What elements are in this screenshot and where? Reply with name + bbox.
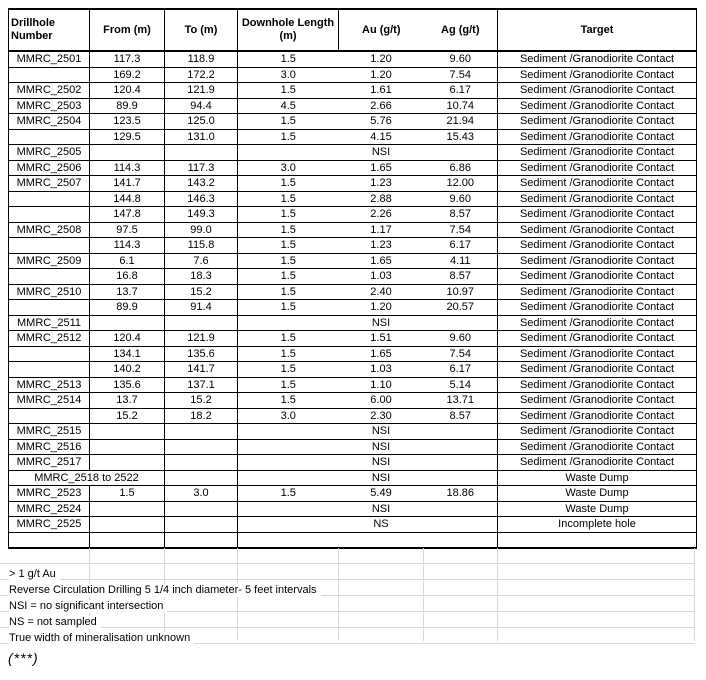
cell-target[interactable]: Sediment /Granodiorite Contact: [498, 362, 697, 378]
cell-length[interactable]: 1.5: [238, 51, 339, 67]
table-row: [9, 346, 697, 362]
table-row: [9, 377, 697, 393]
cell-to[interactable]: 18.3: [165, 269, 238, 285]
cell-au[interactable]: NSI: [339, 455, 424, 471]
cell-au[interactable]: 1.03: [339, 269, 424, 285]
cell-target[interactable]: Sediment /Granodiorite Contact: [498, 315, 697, 331]
cell-au[interactable]: 1.17: [339, 222, 424, 238]
cell-target[interactable]: Sediment /Granodiorite Contact: [498, 176, 697, 192]
cell-target[interactable]: Waste Dump: [498, 501, 697, 517]
cell-from[interactable]: 13.7: [90, 284, 165, 300]
cell-drillhole[interactable]: MMRC_2501: [9, 51, 90, 67]
table-row: [9, 238, 697, 254]
cell-from[interactable]: [90, 455, 165, 471]
cell-length[interactable]: [238, 517, 339, 533]
footnote-text: Reverse Circulation Drilling 5 1/4 inch diameter- 5 feet intervals: [9, 584, 321, 597]
table-row: [9, 207, 697, 223]
cell-target[interactable]: Sediment /Granodiorite Contact: [498, 160, 697, 176]
cell-ag[interactable]: [424, 517, 498, 533]
header-row: [9, 9, 697, 51]
cell-ag[interactable]: 6.17: [424, 83, 498, 99]
table-row: [9, 83, 697, 99]
cell-to[interactable]: 7.6: [165, 253, 238, 269]
cell-ag[interactable]: 4.11: [424, 253, 498, 269]
header-au[interactable]: Au (g/t): [339, 9, 424, 51]
gridline: [694, 548, 695, 641]
cell-target[interactable]: Sediment /Granodiorite Contact: [498, 83, 697, 99]
cell-au[interactable]: 1.20: [339, 67, 424, 83]
table-row: [9, 408, 697, 424]
drill-table-body: [9, 51, 697, 548]
cell-au[interactable]: 1.65: [339, 253, 424, 269]
table-row: [9, 300, 697, 316]
table-row: [9, 393, 697, 409]
table-row: [9, 517, 697, 533]
cell-length[interactable]: 1.5: [238, 377, 339, 393]
cell-from[interactable]: [90, 501, 165, 517]
table-row: [9, 114, 697, 130]
cell-ag[interactable]: 12.00: [424, 176, 498, 192]
header-downhole-length[interactable]: Downhole Length (m): [238, 9, 339, 51]
cell-length[interactable]: [238, 532, 339, 548]
cell-length[interactable]: 1.5: [238, 129, 339, 145]
cell-length[interactable]: 1.5: [238, 300, 339, 316]
cell-to[interactable]: 172.2: [165, 67, 238, 83]
cell-ag[interactable]: 8.57: [424, 269, 498, 285]
cell-ag[interactable]: 21.94: [424, 114, 498, 130]
cell-to[interactable]: [165, 517, 238, 533]
cell-length[interactable]: [238, 439, 339, 455]
cell-to[interactable]: 143.2: [165, 176, 238, 192]
cell-from[interactable]: 89.9: [90, 300, 165, 316]
table-row: [9, 455, 697, 471]
cell-drillhole[interactable]: MMRC_2518 to 2522: [9, 470, 165, 486]
footnote-true-width[interactable]: [0, 628, 694, 644]
cell-length[interactable]: 1.5: [238, 362, 339, 378]
cell-ag[interactable]: 13.71: [424, 393, 498, 409]
cell-length[interactable]: 1.5: [238, 346, 339, 362]
cell-au[interactable]: 1.23: [339, 238, 424, 254]
cell-target[interactable]: Sediment /Granodiorite Contact: [498, 346, 697, 362]
footnote-drilling-method[interactable]: [0, 580, 694, 596]
cell-ag[interactable]: 9.60: [424, 331, 498, 347]
drillhole-results-table: [8, 8, 697, 549]
cell-to[interactable]: [165, 501, 238, 517]
cell-to[interactable]: 149.3: [165, 207, 238, 223]
cell-length[interactable]: 1.5: [238, 83, 339, 99]
cell-ag[interactable]: 7.54: [424, 67, 498, 83]
cell-to[interactable]: [165, 315, 238, 331]
cell-au[interactable]: 1.65: [339, 160, 424, 176]
cell-target[interactable]: Sediment /Granodiorite Contact: [498, 253, 697, 269]
cell-au[interactable]: 2.26: [339, 207, 424, 223]
cell-ag[interactable]: 18.86: [424, 486, 498, 502]
cell-drillhole[interactable]: [9, 408, 90, 424]
header-target[interactable]: Target: [498, 9, 697, 51]
cell-drillhole[interactable]: [9, 191, 90, 207]
cell-ag[interactable]: [424, 455, 498, 471]
cell-drillhole[interactable]: MMRC_2509: [9, 253, 90, 269]
cell-drillhole[interactable]: MMRC_2513: [9, 377, 90, 393]
cell-au[interactable]: 6.00: [339, 393, 424, 409]
cell-target[interactable]: Sediment /Granodiorite Contact: [498, 269, 697, 285]
table-row: [9, 331, 697, 347]
cell-target[interactable]: Sediment /Granodiorite Contact: [498, 393, 697, 409]
cell-au[interactable]: 5.49: [339, 486, 424, 502]
table-row: [9, 160, 697, 176]
cell-to[interactable]: 121.9: [165, 83, 238, 99]
cell-target[interactable]: Sediment /Granodiorite Contact: [498, 145, 697, 161]
cell-au[interactable]: NSI: [339, 470, 424, 486]
cell-au[interactable]: 2.88: [339, 191, 424, 207]
cell-drillhole[interactable]: MMRC_2505: [9, 145, 90, 161]
cell-target[interactable]: Sediment /Granodiorite Contact: [498, 424, 697, 440]
cell-drillhole[interactable]: [9, 129, 90, 145]
cell-drillhole[interactable]: [9, 346, 90, 362]
cell-to[interactable]: [165, 439, 238, 455]
footnote-ns-definition[interactable]: [0, 612, 694, 628]
table-row: [9, 470, 697, 486]
cell-length[interactable]: 1.5: [238, 253, 339, 269]
cell-target[interactable]: Sediment /Granodiorite Contact: [498, 51, 697, 67]
cell-au[interactable]: 1.51: [339, 331, 424, 347]
cell-au[interactable]: NSI: [339, 501, 424, 517]
cell-target[interactable]: Sediment /Granodiorite Contact: [498, 377, 697, 393]
cell-ag[interactable]: 9.60: [424, 191, 498, 207]
table-row: [9, 269, 697, 285]
footnote-nsi-definition[interactable]: [0, 596, 694, 612]
footnote-text: NS = not sampled: [9, 616, 101, 629]
cell-length[interactable]: 1.5: [238, 486, 339, 502]
table-row: [9, 129, 697, 145]
cell-ag[interactable]: 7.54: [424, 222, 498, 238]
cell-length[interactable]: 1.5: [238, 393, 339, 409]
table-row: [9, 532, 697, 548]
cell-au[interactable]: 1.03: [339, 362, 424, 378]
cell-ag[interactable]: [424, 532, 498, 548]
table-row: [9, 424, 697, 440]
table-row: [9, 362, 697, 378]
cell-length[interactable]: 3.0: [238, 160, 339, 176]
cell-length[interactable]: [238, 145, 339, 161]
cell-length[interactable]: [238, 455, 339, 471]
cell-ag[interactable]: 8.57: [424, 408, 498, 424]
cell-from[interactable]: [90, 532, 165, 548]
table-row: [9, 176, 697, 192]
cell-to[interactable]: 137.1: [165, 377, 238, 393]
cell-to[interactable]: 15.2: [165, 393, 238, 409]
cell-to[interactable]: [165, 470, 238, 486]
cell-au[interactable]: 1.10: [339, 377, 424, 393]
cell-drillhole[interactable]: MMRC_2508: [9, 222, 90, 238]
table-row: [9, 191, 697, 207]
cell-to[interactable]: [165, 532, 238, 548]
cell-au[interactable]: NSI: [339, 315, 424, 331]
cell-drillhole[interactable]: MMRC_2515: [9, 424, 90, 440]
cell-from[interactable]: 141.7: [90, 176, 165, 192]
header-ag[interactable]: Ag (g/t): [424, 9, 498, 51]
cell-length[interactable]: 1.5: [238, 191, 339, 207]
cell-ag[interactable]: [424, 145, 498, 161]
cell-to[interactable]: 118.9: [165, 51, 238, 67]
cell-ag[interactable]: 7.54: [424, 346, 498, 362]
cell-from[interactable]: [90, 424, 165, 440]
cell-target[interactable]: Sediment /Granodiorite Contact: [498, 284, 697, 300]
header-drillhole-number[interactable]: Drillhole Number: [9, 9, 90, 51]
cell-to[interactable]: 121.9: [165, 331, 238, 347]
cell-au[interactable]: 5.76: [339, 114, 424, 130]
cell-to[interactable]: [165, 455, 238, 471]
cell-length[interactable]: 1.5: [238, 114, 339, 130]
table-row: [9, 67, 697, 83]
cell-drillhole[interactable]: MMRC_2503: [9, 98, 90, 114]
table-row: [9, 315, 697, 331]
cell-length[interactable]: [238, 470, 339, 486]
cell-ag[interactable]: 10.74: [424, 98, 498, 114]
cell-drillhole[interactable]: [9, 207, 90, 223]
cell-ag[interactable]: 10.97: [424, 284, 498, 300]
cell-drillhole[interactable]: MMRC_2523: [9, 486, 90, 502]
cell-from[interactable]: 134.1: [90, 346, 165, 362]
cell-drillhole[interactable]: MMRC_2512: [9, 331, 90, 347]
cell-au[interactable]: 1.20: [339, 300, 424, 316]
cell-from[interactable]: 117.3: [90, 51, 165, 67]
cell-length[interactable]: [238, 315, 339, 331]
cell-from[interactable]: 114.3: [90, 160, 165, 176]
cell-ag[interactable]: [424, 315, 498, 331]
cell-target[interactable]: Incomplete hole: [498, 517, 697, 533]
cell-ag[interactable]: [424, 470, 498, 486]
cell-ag[interactable]: [424, 439, 498, 455]
cell-from[interactable]: 114.3: [90, 238, 165, 254]
cell-from[interactable]: [90, 145, 165, 161]
cell-drillhole[interactable]: MMRC_2514: [9, 393, 90, 409]
cell-to[interactable]: 99.0: [165, 222, 238, 238]
cell-from[interactable]: 123.5: [90, 114, 165, 130]
cell-drillhole[interactable]: [9, 532, 90, 548]
cell-au[interactable]: 4.15: [339, 129, 424, 145]
table-row: [9, 98, 697, 114]
cell-length[interactable]: 3.0: [238, 408, 339, 424]
cell-from[interactable]: 15.2: [90, 408, 165, 424]
cell-target[interactable]: Sediment /Granodiorite Contact: [498, 439, 697, 455]
cell-target[interactable]: Sediment /Granodiorite Contact: [498, 300, 697, 316]
cell-length[interactable]: [238, 501, 339, 517]
cell-length[interactable]: 1.5: [238, 222, 339, 238]
cell-ag[interactable]: 8.57: [424, 207, 498, 223]
cell-au[interactable]: NSI: [339, 439, 424, 455]
cell-drillhole[interactable]: MMRC_2516: [9, 439, 90, 455]
table-row: [9, 439, 697, 455]
cell-au[interactable]: 1.61: [339, 83, 424, 99]
cell-target[interactable]: Sediment /Granodiorite Contact: [498, 67, 697, 83]
table-row: [9, 222, 697, 238]
table-row: [9, 253, 697, 269]
cell-length[interactable]: 1.5: [238, 238, 339, 254]
cell-to[interactable]: 94.4: [165, 98, 238, 114]
cell-au[interactable]: 1.65: [339, 346, 424, 362]
cell-target[interactable]: Sediment /Granodiorite Contact: [498, 222, 697, 238]
footnote-text: True width of mineralisation unknown: [9, 632, 194, 645]
cell-to[interactable]: 141.7: [165, 362, 238, 378]
cell-from[interactable]: 169.2: [90, 67, 165, 83]
footnote-cutoff[interactable]: [0, 564, 694, 580]
cell-target[interactable]: Sediment /Granodiorite Contact: [498, 129, 697, 145]
cell-drillhole[interactable]: MMRC_2507: [9, 176, 90, 192]
cell-ag[interactable]: 20.57: [424, 300, 498, 316]
cell-to[interactable]: 117.3: [165, 160, 238, 176]
cell-to[interactable]: 135.6: [165, 346, 238, 362]
cell-from[interactable]: 120.4: [90, 331, 165, 347]
cell-to[interactable]: 115.8: [165, 238, 238, 254]
cell-to[interactable]: 91.4: [165, 300, 238, 316]
table-row: [9, 486, 697, 502]
cell-target[interactable]: [498, 532, 697, 548]
cell-length[interactable]: 1.5: [238, 284, 339, 300]
table-row: [9, 284, 697, 300]
cell-length[interactable]: 1.5: [238, 176, 339, 192]
cell-from[interactable]: [90, 439, 165, 455]
cell-from[interactable]: 129.5: [90, 129, 165, 145]
cell-length[interactable]: 3.0: [238, 67, 339, 83]
header-from[interactable]: From (m): [90, 9, 165, 51]
cell-to[interactable]: 131.0: [165, 129, 238, 145]
asterisk-note: (***): [8, 650, 39, 666]
cell-drillhole[interactable]: MMRC_2517: [9, 455, 90, 471]
cell-from[interactable]: [90, 315, 165, 331]
cell-ag[interactable]: 5.14: [424, 377, 498, 393]
cell-au[interactable]: NS: [339, 517, 424, 533]
cell-ag[interactable]: 6.17: [424, 362, 498, 378]
footnote-text: NSI = no significant intersection: [9, 600, 167, 613]
cell-drillhole[interactable]: MMRC_2506: [9, 160, 90, 176]
cell-from[interactable]: 16.8: [90, 269, 165, 285]
cell-to[interactable]: [165, 145, 238, 161]
cell-au[interactable]: NSI: [339, 424, 424, 440]
cell-au[interactable]: 2.40: [339, 284, 424, 300]
cell-ag[interactable]: [424, 501, 498, 517]
cell-au[interactable]: 2.30: [339, 408, 424, 424]
cell-drillhole[interactable]: MMRC_2525: [9, 517, 90, 533]
cell-target[interactable]: Sediment /Granodiorite Contact: [498, 455, 697, 471]
cell-to[interactable]: 15.2: [165, 284, 238, 300]
cell-length[interactable]: 1.5: [238, 269, 339, 285]
cell-from[interactable]: 140.2: [90, 362, 165, 378]
cell-drillhole[interactable]: [9, 238, 90, 254]
footnote-text: > 1 g/t Au: [9, 568, 60, 581]
cell-target[interactable]: Waste Dump: [498, 470, 697, 486]
cell-length[interactable]: 1.5: [238, 331, 339, 347]
cell-from[interactable]: 144.8: [90, 191, 165, 207]
cell-ag[interactable]: 6.17: [424, 238, 498, 254]
table-row: [9, 145, 697, 161]
cell-from[interactable]: [90, 517, 165, 533]
cell-length[interactable]: [238, 424, 339, 440]
footnote-area: [0, 548, 706, 642]
cell-drillhole[interactable]: MMRC_2524: [9, 501, 90, 517]
empty-cell-row[interactable]: [0, 548, 694, 564]
cell-from[interactable]: 97.5: [90, 222, 165, 238]
cell-au[interactable]: 1.23: [339, 176, 424, 192]
cell-target[interactable]: Sediment /Granodiorite Contact: [498, 331, 697, 347]
cell-ag[interactable]: 6.86: [424, 160, 498, 176]
cell-to[interactable]: [165, 424, 238, 440]
cell-to[interactable]: 125.0: [165, 114, 238, 130]
cell-au[interactable]: 1.20: [339, 51, 424, 67]
table-row: [9, 51, 697, 67]
cell-target[interactable]: Sediment /Granodiorite Contact: [498, 207, 697, 223]
table-row: [9, 501, 697, 517]
header-to[interactable]: To (m): [165, 9, 238, 51]
cell-from[interactable]: 13.7: [90, 393, 165, 409]
cell-ag[interactable]: [424, 424, 498, 440]
cell-ag[interactable]: 15.43: [424, 129, 498, 145]
cell-from[interactable]: 147.8: [90, 207, 165, 223]
cell-target[interactable]: Sediment /Granodiorite Contact: [498, 191, 697, 207]
cell-drillhole[interactable]: MMRC_2502: [9, 83, 90, 99]
cell-to[interactable]: 18.2: [165, 408, 238, 424]
cell-target[interactable]: Sediment /Granodiorite Contact: [498, 114, 697, 130]
cell-au[interactable]: 2.66: [339, 98, 424, 114]
cell-target[interactable]: Sediment /Granodiorite Contact: [498, 238, 697, 254]
cell-au[interactable]: NSI: [339, 145, 424, 161]
cell-drillhole[interactable]: [9, 362, 90, 378]
cell-to[interactable]: 3.0: [165, 486, 238, 502]
cell-from[interactable]: 135.6: [90, 377, 165, 393]
cell-from[interactable]: 120.4: [90, 83, 165, 99]
cell-target[interactable]: Waste Dump: [498, 486, 697, 502]
cell-from[interactable]: 89.9: [90, 98, 165, 114]
cell-drillhole[interactable]: MMRC_2510: [9, 284, 90, 300]
cell-ag[interactable]: 9.60: [424, 51, 498, 67]
cell-target[interactable]: Sediment /Granodiorite Contact: [498, 408, 697, 424]
cell-au[interactable]: [339, 532, 424, 548]
cell-drillhole[interactable]: [9, 300, 90, 316]
cell-drillhole[interactable]: [9, 269, 90, 285]
cell-drillhole[interactable]: MMRC_2511: [9, 315, 90, 331]
cell-from[interactable]: 6.1: [90, 253, 165, 269]
cell-length[interactable]: 1.5: [238, 207, 339, 223]
cell-drillhole[interactable]: [9, 67, 90, 83]
cell-to[interactable]: 146.3: [165, 191, 238, 207]
cell-length[interactable]: 4.5: [238, 98, 339, 114]
cell-from[interactable]: 1.5: [90, 486, 165, 502]
cell-target[interactable]: Sediment /Granodiorite Contact: [498, 98, 697, 114]
cell-drillhole[interactable]: MMRC_2504: [9, 114, 90, 130]
